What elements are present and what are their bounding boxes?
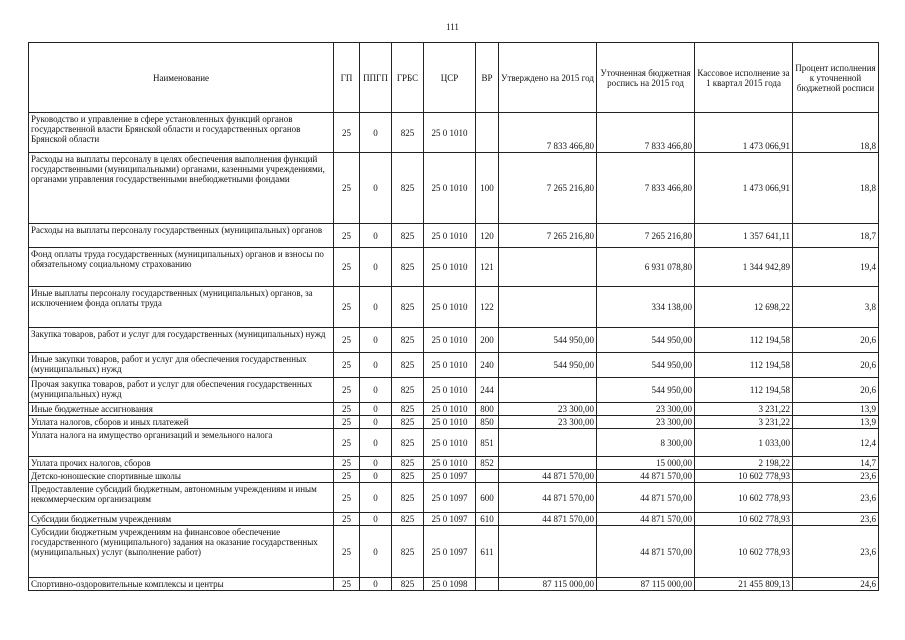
cell-approved: 23 300,00 [499,403,597,416]
table-row [29,248,879,287]
table-row [29,378,879,403]
cell-gp: 25 [334,113,360,153]
cell-vr: 121 [476,248,499,287]
cell-cash: 1 473 066,91 [695,153,793,224]
cell-percent: 13,9 [793,416,879,429]
cell-name: Фонд оплаты труда государственных (муниципальных) органов и взносы по обязательному социальному страхованию [29,248,334,287]
cell-cash: 10 602 778,93 [695,483,793,513]
cell-pgp: 0 [360,429,392,457]
cell-grbs: 825 [392,483,424,513]
cell-percent: 23,6 [793,483,879,513]
cell-csr: 25 0 1010 [424,248,476,287]
cell-pgp: 0 [360,416,392,429]
cell-gp: 25 [334,224,360,248]
cell-gp: 25 [334,378,360,403]
cell-name: Расходы на выплаты персоналу в целях обеспечения выполнения функций государственными (муниципальными) органами, казенными учреждениями, органами управления государственными внебюджетными фондами [29,153,334,224]
table-row [29,513,879,526]
cell-csr: 25 0 1097 [424,526,476,578]
cell-vr: 851 [476,429,499,457]
cell-revised: 87 115 000,00 [597,578,695,591]
cell-grbs: 825 [392,470,424,483]
cell-name: Субсидии бюджетным учреждениям на финансовое обеспечение государственного (муниципального) задания на оказание государственных (муниципальных) услуг (выполнение работ) [29,526,334,578]
cell-grbs: 825 [392,513,424,526]
table-body [29,113,879,591]
cell-revised: 44 871 570,00 [597,470,695,483]
cell-name: Расходы на выплаты персоналу государственных (муниципальных) органов [29,224,334,248]
cell-name: Предоставление субсидий бюджетным, автономным учреждениям и иным некоммерческим организациям [29,483,334,513]
header-csr: ЦСР [424,43,476,113]
cell-approved [499,429,597,457]
cell-approved: 23 300,00 [499,416,597,429]
cell-vr: 244 [476,378,499,403]
cell-revised: 334 138,00 [597,287,695,328]
cell-name: Спортивно-оздоровительные комплексы и центры [29,578,334,591]
cell-percent: 23,6 [793,470,879,483]
cell-approved: 44 871 570,00 [499,470,597,483]
header-revised: Уточненная бюджетная роспись на 2015 год [597,43,695,113]
cell-percent: 18,8 [793,153,879,224]
cell-percent: 20,6 [793,378,879,403]
cell-grbs: 825 [392,287,424,328]
cell-gp: 25 [334,513,360,526]
cell-percent: 14,7 [793,457,879,470]
cell-gp: 25 [334,287,360,328]
table-row [29,224,879,248]
cell-grbs: 825 [392,578,424,591]
cell-csr: 25 0 1097 [424,513,476,526]
table-row [29,416,879,429]
cell-approved [499,526,597,578]
cell-pgp: 0 [360,457,392,470]
cell-name: Прочая закупка товаров, работ и услуг для обеспечения государственных (муниципальных) нужд [29,378,334,403]
cell-grbs: 825 [392,153,424,224]
budget-table [28,42,879,591]
cell-name: Закупка товаров, работ и услуг для государственных (муниципальных) нужд [29,328,334,353]
cell-csr: 25 0 1097 [424,470,476,483]
cell-gp: 25 [334,483,360,513]
cell-csr: 25 0 1010 [424,403,476,416]
cell-revised: 7 833 466,80 [597,113,695,153]
cell-gp: 25 [334,429,360,457]
cell-cash: 1 473 066,91 [695,113,793,153]
table-row [29,470,879,483]
cell-vr [476,113,499,153]
cell-gp: 25 [334,403,360,416]
cell-csr: 25 0 1010 [424,113,476,153]
cell-cash: 2 198,22 [695,457,793,470]
table-row [29,353,879,378]
cell-percent: 3,8 [793,287,879,328]
cell-name: Субсидии бюджетным учреждениям [29,513,334,526]
header-name: Наименование [29,43,334,113]
table-row [29,113,879,153]
header-grbs: ГРБС [392,43,424,113]
cell-vr: 100 [476,153,499,224]
cell-csr: 25 0 1098 [424,578,476,591]
cell-revised: 7 265 216,80 [597,224,695,248]
cell-name: Уплата прочих налогов, сборов [29,457,334,470]
cell-approved: 544 950,00 [499,328,597,353]
cell-gp: 25 [334,328,360,353]
cell-cash: 3 231,22 [695,403,793,416]
cell-vr [476,470,499,483]
cell-cash: 3 231,22 [695,416,793,429]
cell-approved: 544 950,00 [499,353,597,378]
cell-approved: 7 265 216,80 [499,153,597,224]
cell-percent: 18,7 [793,224,879,248]
cell-gp: 25 [334,578,360,591]
cell-approved: 44 871 570,00 [499,513,597,526]
cell-approved [499,457,597,470]
header-percent: Процент исполнения к уточненной бюджетной росписи [793,43,879,113]
table-header-row [29,43,879,113]
cell-approved: 44 871 570,00 [499,483,597,513]
cell-cash: 1 357 641,11 [695,224,793,248]
cell-gp: 25 [334,248,360,287]
table-row [29,328,879,353]
table-row [29,403,879,416]
header-approved: Утверждено на 2015 год [499,43,597,113]
cell-grbs: 825 [392,248,424,287]
cell-pgp: 0 [360,353,392,378]
cell-pgp: 0 [360,287,392,328]
cell-csr: 25 0 1010 [424,457,476,470]
cell-revised: 544 950,00 [597,378,695,403]
cell-gp: 25 [334,526,360,578]
cell-csr: 25 0 1010 [424,153,476,224]
cell-grbs: 825 [392,378,424,403]
cell-percent: 18,8 [793,113,879,153]
cell-revised: 6 931 078,80 [597,248,695,287]
header-gp: ГП [334,43,360,113]
cell-revised: 544 950,00 [597,353,695,378]
cell-vr: 852 [476,457,499,470]
cell-csr: 25 0 1010 [424,353,476,378]
cell-pgp: 0 [360,328,392,353]
cell-vr: 122 [476,287,499,328]
cell-vr: 850 [476,416,499,429]
cell-approved [499,248,597,287]
table-row [29,526,879,578]
table-row [29,483,879,513]
cell-revised: 44 871 570,00 [597,513,695,526]
cell-pgp: 0 [360,483,392,513]
cell-revised: 44 871 570,00 [597,526,695,578]
cell-percent: 20,6 [793,353,879,378]
cell-cash: 112 194,58 [695,378,793,403]
cell-approved [499,378,597,403]
cell-pgp: 0 [360,153,392,224]
cell-csr: 25 0 1010 [424,224,476,248]
cell-name: Уплата налогов, сборов и иных платежей [29,416,334,429]
cell-grbs: 825 [392,328,424,353]
header-cash: Кассовое исполнение за 1 квартал 2015 года [695,43,793,113]
cell-cash: 10 602 778,93 [695,513,793,526]
cell-approved [499,287,597,328]
page-number: 111 [446,22,459,32]
cell-name: Детско-юношеские спортивные школы [29,470,334,483]
cell-revised: 23 300,00 [597,403,695,416]
cell-name: Иные бюджетные ассигнования [29,403,334,416]
cell-csr: 25 0 1010 [424,429,476,457]
cell-csr: 25 0 1010 [424,378,476,403]
cell-csr: 25 0 1010 [424,416,476,429]
cell-cash: 10 602 778,93 [695,470,793,483]
cell-cash: 10 602 778,93 [695,526,793,578]
cell-pgp: 0 [360,470,392,483]
header-pgp: ППГП [360,43,392,113]
cell-name: Уплата налога на имущество организаций и земельного налога [29,429,334,457]
cell-gp: 25 [334,470,360,483]
cell-csr: 25 0 1097 [424,483,476,513]
cell-pgp: 0 [360,248,392,287]
cell-approved: 87 115 000,00 [499,578,597,591]
table-row [29,429,879,457]
cell-gp: 25 [334,416,360,429]
cell-vr: 800 [476,403,499,416]
cell-revised: 8 300,00 [597,429,695,457]
cell-grbs: 825 [392,526,424,578]
cell-grbs: 825 [392,403,424,416]
cell-gp: 25 [334,153,360,224]
cell-pgp: 0 [360,378,392,403]
cell-percent: 24,6 [793,578,879,591]
cell-gp: 25 [334,457,360,470]
cell-revised: 44 871 570,00 [597,483,695,513]
cell-revised: 23 300,00 [597,416,695,429]
cell-revised: 544 950,00 [597,328,695,353]
cell-vr: 610 [476,513,499,526]
cell-grbs: 825 [392,457,424,470]
cell-vr: 200 [476,328,499,353]
cell-cash: 21 455 809,13 [695,578,793,591]
cell-cash: 112 194,58 [695,328,793,353]
cell-gp: 25 [334,353,360,378]
cell-csr: 25 0 1010 [424,328,476,353]
cell-name: Руководство и управление в сфере установленных функций органов государственной власти Брянской области и государственных органов Брянской области [29,113,334,153]
cell-approved: 7 833 466,80 [499,113,597,153]
cell-cash: 112 194,58 [695,353,793,378]
cell-percent: 20,6 [793,328,879,353]
cell-percent: 23,6 [793,513,879,526]
cell-revised: 7 833 466,80 [597,153,695,224]
cell-percent: 23,6 [793,526,879,578]
cell-cash: 1 344 942,89 [695,248,793,287]
cell-revised: 15 000,00 [597,457,695,470]
table-row [29,578,879,591]
cell-vr: 600 [476,483,499,513]
cell-pgp: 0 [360,526,392,578]
cell-pgp: 0 [360,403,392,416]
table-row [29,287,879,328]
table-row [29,153,879,224]
cell-cash: 1 033,00 [695,429,793,457]
header-vr: ВР [476,43,499,113]
cell-approved: 7 265 216,80 [499,224,597,248]
cell-cash: 12 698,22 [695,287,793,328]
cell-percent: 12,4 [793,429,879,457]
cell-grbs: 825 [392,353,424,378]
cell-percent: 13,9 [793,403,879,416]
cell-grbs: 825 [392,224,424,248]
cell-vr [476,578,499,591]
cell-grbs: 825 [392,416,424,429]
cell-percent: 19,4 [793,248,879,287]
cell-vr: 120 [476,224,499,248]
cell-csr: 25 0 1010 [424,287,476,328]
table-row [29,457,879,470]
cell-vr: 240 [476,353,499,378]
cell-pgp: 0 [360,578,392,591]
cell-pgp: 0 [360,113,392,153]
cell-grbs: 825 [392,429,424,457]
cell-grbs: 825 [392,113,424,153]
cell-pgp: 0 [360,513,392,526]
cell-name: Иные закупки товаров, работ и услуг для обеспечения государственных (муниципальных) нужд [29,353,334,378]
cell-pgp: 0 [360,224,392,248]
cell-name: Иные выплаты персоналу государственных (муниципальных) органов, за исключением фонда оплаты труда [29,287,334,328]
cell-vr: 611 [476,526,499,578]
